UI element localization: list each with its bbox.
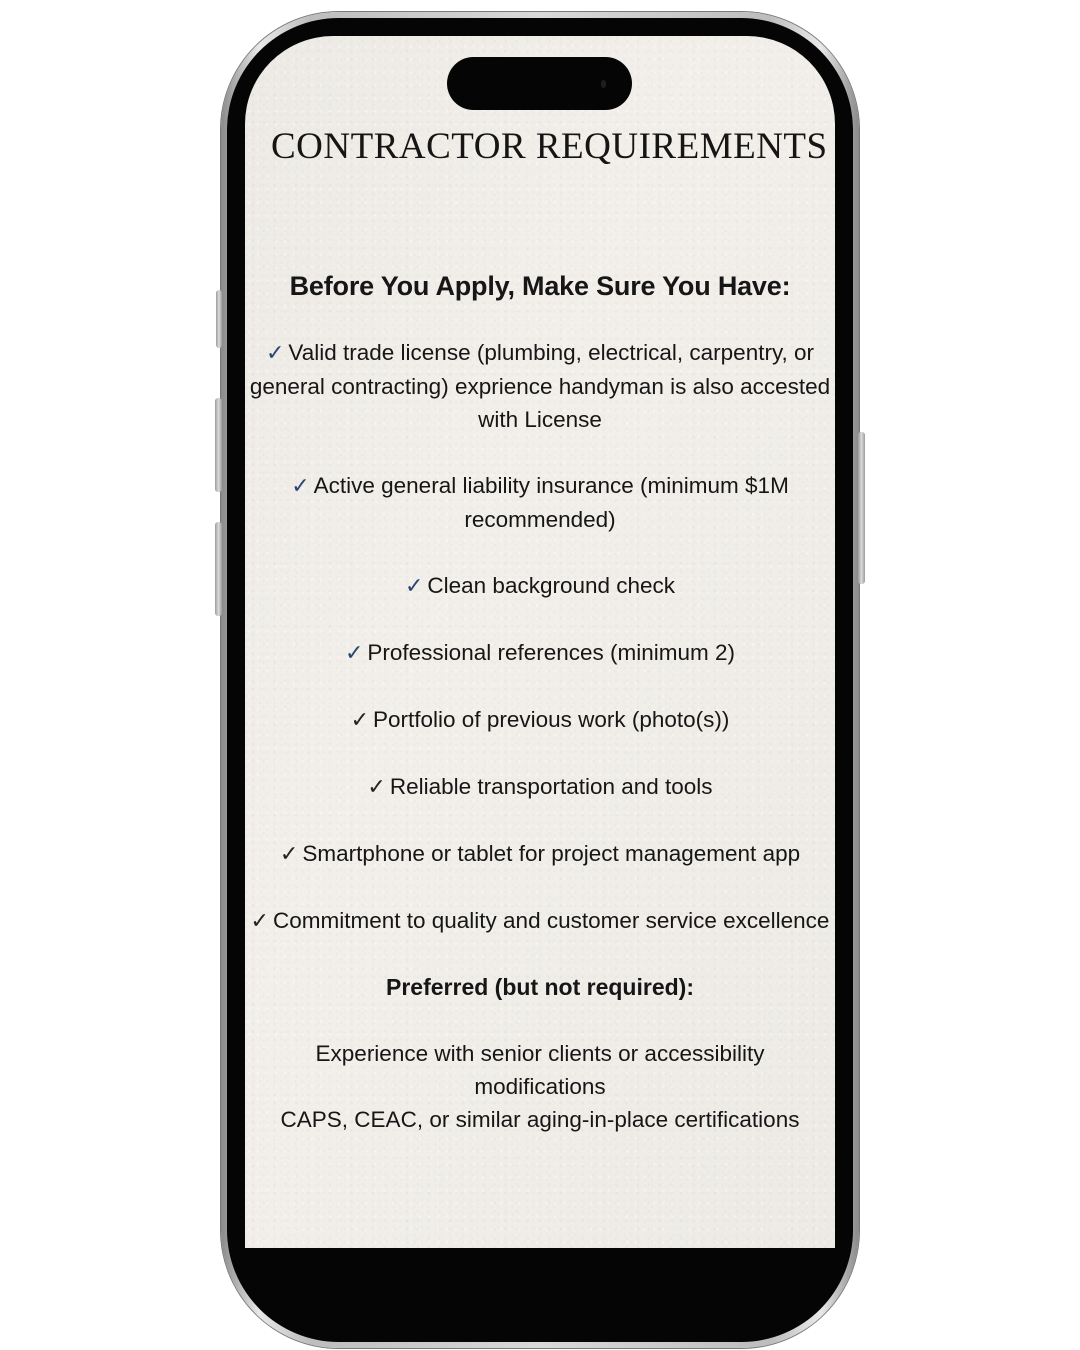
volume-down-button	[215, 522, 222, 616]
preferred-item: Experience with senior clients or accessibility modifications	[315, 1041, 765, 1099]
requirements-list	[245, 336, 835, 938]
list-item	[245, 770, 835, 804]
section-heading: Before You Apply, Make Sure You Have:	[289, 271, 791, 301]
list-item	[245, 636, 835, 670]
requirements-content	[245, 260, 835, 1136]
list-item	[245, 569, 835, 603]
dynamic-island	[447, 57, 632, 110]
action-button	[216, 290, 222, 348]
preferred-item: CAPS, CEAC, or similar aging-in-place certifications	[280, 1107, 800, 1132]
requirement-text: Clean background check	[427, 573, 676, 598]
requirement-text: Active general liability insurance (minimum $1M recommended)	[313, 473, 789, 532]
bottom-bezel	[245, 1248, 835, 1334]
list-item	[245, 703, 835, 737]
list-item	[245, 837, 835, 871]
requirement-text: Professional references (minimum 2)	[367, 640, 736, 665]
requirement-text: Reliable transportation and tools	[389, 774, 713, 799]
requirement-text: Commitment to quality and customer service excellence	[272, 908, 830, 933]
list-item	[245, 904, 835, 938]
check-icon: ✓	[265, 341, 285, 366]
preferred-heading: Preferred (but not required):	[386, 974, 694, 1000]
list-item	[245, 336, 835, 436]
front-camera-icon	[601, 80, 606, 88]
requirement-text: Portfolio of previous work (photo(s))	[373, 707, 730, 732]
list-item	[245, 469, 835, 536]
check-icon: ✓	[279, 842, 299, 867]
check-icon: ✓	[404, 574, 424, 599]
page-title: CONTRACTOR REQUIREMENTS	[271, 126, 828, 167]
check-icon: ✓	[367, 775, 386, 800]
preferred-list	[245, 1037, 835, 1136]
requirement-text: Valid trade license (plumbing, electrical, carpentry, or general contracting) exprience handyman is also accested with License	[249, 340, 831, 432]
check-icon: ✓	[344, 641, 364, 666]
power-button	[858, 432, 865, 584]
check-icon: ✓	[250, 909, 269, 934]
check-icon: ✓	[291, 474, 310, 499]
volume-up-button	[215, 398, 222, 492]
check-icon: ✓	[350, 708, 370, 733]
requirement-text: Smartphone or tablet for project management app	[302, 841, 801, 866]
